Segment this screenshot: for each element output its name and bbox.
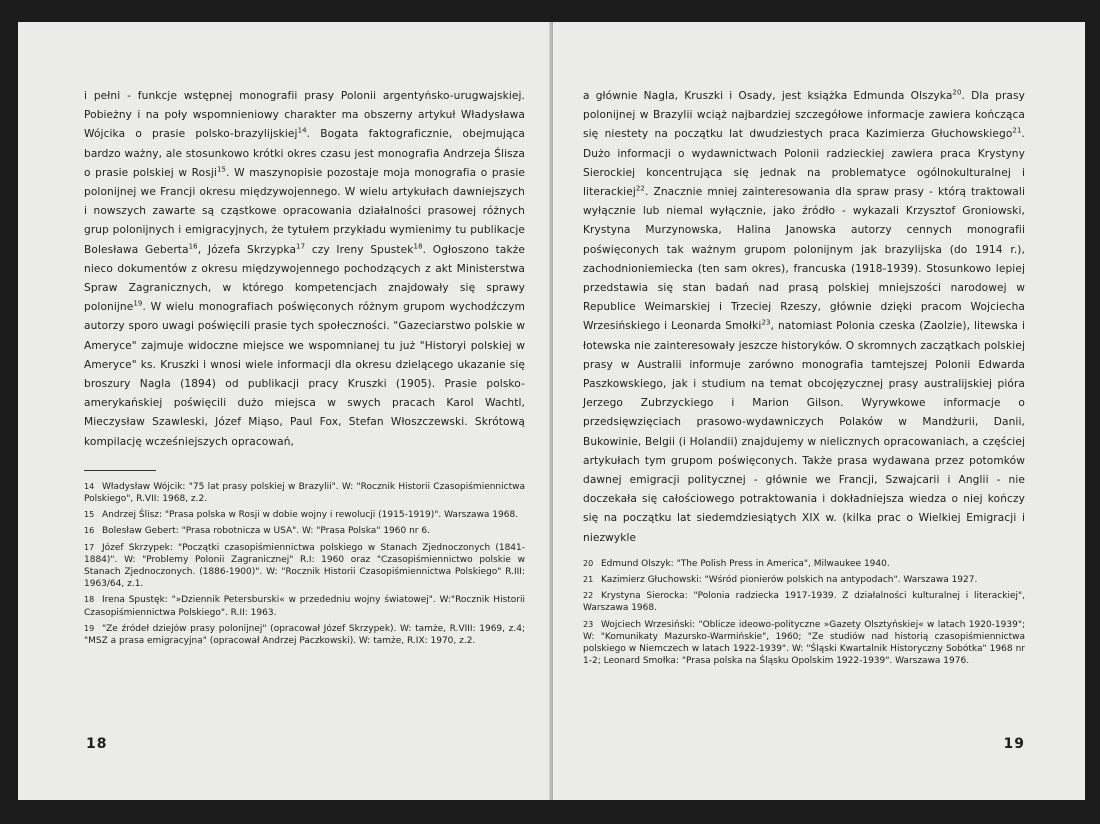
right-body-segment: a głównie Nagla, Kruszki i Osady, jest książka Edmunda Olszyka xyxy=(583,90,953,102)
footnote xyxy=(84,525,525,537)
left-body-segment: . W wielu monografiach poświęconych różnym grupom wychodźczym autorzy sporo uwagi poświęcili prasie tych społeczności. "Gazeciarstwo polskie w Ameryce" zajmuje widoczne miejsce we wspomnianej tu już "Historyi polskiej w Ameryce" ks. Kruszki i wnosi wiele informacji dla okresu dzielącego ukazanie się broszury Nagla (1894) od publikacji pracy Kruszki (1905). Prasie polsko-amerykańskiej poświęcili dużo miejsca w swych pracach Karol Wachtl, Mieczysław Szawleski, Józef Miąso, Paul Fox, Stefan Włoszczewski. Skrótową kompilację wcześniejszych opracowań, xyxy=(84,301,525,448)
footnote xyxy=(84,623,525,647)
footnote-ref-16: 16 xyxy=(188,242,198,251)
left-page xyxy=(18,22,553,800)
footnote-divider xyxy=(84,470,156,471)
footnote-number: 18 xyxy=(84,595,95,605)
footnote-ref-14: 14 xyxy=(297,126,307,135)
right-body-segment: , natomiast Polonia czeska (Zaolzie), litewska i łotewska nie zainteresowały jeszcze historyków. O skromnych zaczątkach polskiej prasy w Australii informuje zarówno monografia tamtejszej Polonii Edwarda Paszkowskiego, jak i studium na temat obcojęzycznej prasy australijskiej pióra Jerzego Zubrzyckiego i Marion Gilson. Wyrywkowe informacje o przedsięwzięciach prasowo-wydawniczych Polaków w Mandżurii, Danii, Bukowinie, Belgii (i Holandii) znajdujemy w nielicznych opracowaniach, a częściej artykułach tym grupom poświęconych. Także prasa wydawana przez potomków dawnej emigracji politycznej - głównie we Francji, Szwajcarii i Anglii - nie doczekała się całościowego potraktowania i dokładniejsza wiedza o niej kończy się na początku lat siedemdziesiątych XIX w. (kilka prac o Wielkiej Emigracji i niezwykle xyxy=(583,320,1025,544)
footnote xyxy=(84,509,525,521)
footnote-ref-15: 15 xyxy=(216,165,227,174)
footnote-number: 17 xyxy=(84,542,95,552)
left-body-segment: . Bogata faktograficznie, obejmująca bardzo ważny, ale stosunkowo krótki okres czasu jest monografia Andrzeja Ślisza o prasie polskiej w Rosji xyxy=(84,128,525,179)
left-body-segment: , Józefa Skrzypka xyxy=(197,243,297,256)
footnote-text: Krystyna Sierocka: "Polonia radziecka 1917-1939. Z działalności kulturalnej i literackiej", Warszawa 1968. xyxy=(583,591,1025,614)
footnote-number: 16 xyxy=(84,526,95,536)
footnote-text: Bolesław Gebert: "Prasa robotnicza w USA". W: "Prasa Polska" 1960 nr 6. xyxy=(102,526,430,537)
footnote-ref-21: 21 xyxy=(1012,126,1022,135)
footnote xyxy=(583,619,1025,668)
footnote-text: Andrzej Ślisz: "Prasa polska w Rosji w dobie wojny i rewolucji (1915-1919)". Warszawa 1968. xyxy=(102,510,519,521)
footnote xyxy=(84,481,525,505)
footnote xyxy=(583,574,1025,586)
right-body-segment: . Dużo informacji o wydawnictwach Polonii radzieckiej zawiera praca Krystyny Sierockiej koncentrująca się jednak na problematyce ogólnokulturalnej i literackiej xyxy=(583,128,1025,199)
right-footnotes xyxy=(583,558,1025,668)
footnote-text: Edmund Olszyk: "The Polish Press in America", Milwaukee 1940. xyxy=(601,558,890,569)
footnote-ref-22: 22 xyxy=(635,184,645,193)
footnote-text: Władysław Wójcik: "75 lat prasy polskiej w Brazylii". W: "Rocznik Historii Czasopiśmiennictwa Polskiego", R.VII: 1968, z.2. xyxy=(84,481,525,505)
left-body-text xyxy=(84,87,525,452)
right-page xyxy=(553,22,1085,800)
footnote-number: 15 xyxy=(84,510,95,520)
footnote xyxy=(84,542,525,591)
footnote-number: 14 xyxy=(84,481,95,491)
footnote-number: 19 xyxy=(84,623,95,633)
footnote-text: Irena Spustęk: "»Dziennik Petersburski« w przededniu wojny światowej". W:"Rocznik Historii Czasopiśmiennictwa Polskiego". R.II: 1963. xyxy=(84,595,525,618)
footnote-ref-18: 18 xyxy=(413,242,423,251)
footnote-ref-17: 17 xyxy=(296,242,306,251)
footnote-number: 21 xyxy=(583,575,594,585)
footnote-text: Józef Skrzypek: "Początki czasopiśmiennictwa polskiego w Stanach Zjednoczonych (1841-1884)". W: "Problemy Polonii Zagranicznej" R.I: 1960 oraz "Czasopiśmiennictwo polskie w Stanach Zjednoczonych. (1886-1900)". W: "Rocznik Historii Czasopiśmiennictwa Polskiego" R.III: 1963/64, z.1. xyxy=(84,542,525,590)
footnote xyxy=(84,594,525,618)
right-body-text xyxy=(583,87,1025,548)
left-body-segment: . W maszynopisie pozostaje moja monografia o prasie polonijnej we Francji okresu międzywojennego. W wielu artykułach dawniejszych i nowszych zawarte są cząstkowe opracowania działalności prasowej różnych grup polonijnych i emigracyjnych, że tytułem przykładu wymienimy tu publikacje Bolesława Geberta xyxy=(84,166,525,256)
footnote-text: Kazimierz Głuchowski: "Wśród pionierów polskich na antypodach". Warszawa 1927. xyxy=(601,575,978,586)
footnote xyxy=(583,558,1025,570)
page-number: 19 xyxy=(1003,736,1025,752)
left-body-segment: i pełni - funkcje wstępnej monografii prasy Polonii argentyńsko-urugwajskiej. Pobieżny i na poły wspomnieniowy charakter ma obszerny artykuł Władysława Wójcika o prasie polsko-brazylijskiej xyxy=(84,90,525,141)
footnote-number: 22 xyxy=(583,591,594,601)
left-body-segment: . Ogłoszono także nieco dokumentów z okresu międzywojennego pochodzących z akt Ministerstwa Spraw Zagranicznych, w którego kompetencjach znajdowały się sprawy polonijne xyxy=(84,243,525,314)
left-footnotes xyxy=(84,481,525,647)
page-number: 18 xyxy=(86,736,108,752)
right-body-segment: . Znacznie mniej zainteresowania dla spraw prasy - którą traktowali wyłącznie lub niemal wyłącznie, jako źródło - wykazali Krzysztof Groniowski, Krystyna Murzynowska, Halina Janowska autorzy cennych monografii poświęconych tak ważnym grupom polonijnym jak brazylijska (do 1914 r.), zachodnioniemiecka (ten sam okres), francuska (1918-1939). Stosunkowo lepiej przedstawia się stan badań nad prasą polskiej mniejszości narodowej w Republice Weimarskiej i Trzeciej Rzeszy, głównie dzięki pracom Wojciecha Wrzesińskiego i Leonarda Smołki xyxy=(583,186,1025,333)
footnote-ref-23: 23 xyxy=(761,318,771,327)
footnote-ref-20: 20 xyxy=(952,88,962,97)
footnote-ref-19: 19 xyxy=(133,299,143,308)
footnote xyxy=(583,590,1025,614)
left-body-segment: czy Ireny Spustek xyxy=(305,243,414,256)
footnote-number: 23 xyxy=(583,619,594,629)
right-body-segment: . Dla prasy polonijnej w Brazylii wciąż najbardziej szczegółowe informacje zawiera kończąca się niestety na początku lat dwudziestych praca Kazimierza Głuchowskiego xyxy=(583,90,1025,141)
footnote-text: "Ze źródeł dziejów prasy polonijnej" (opracował Józef Skrzypek). W: tamże, R.VIII: 1969, z.4; "MSZ a prasa emigracyjna" (opracował Andrzej Paczkowski). W: tamże, R.IX: 1970, z.2. xyxy=(84,623,525,647)
footnote-number: 20 xyxy=(583,558,594,568)
footnote-text: Wojciech Wrzesiński: "Oblicze ideowo-polityczne »Gazety Olsztyńskiej« w latach 1920-1939"; W: "Komunikaty Mazursko-Warmińskie", 1960; "Ze studiów nad historią czasopiśmiennictwa polskiego w Niemczech w latach 1922-1939". W: "Śląski Kwartalnik Historyczny Sobótka" 1968 nr 1-2; Leonard Smołka: "Prasa polska na Śląsku Opolskim 1922-1939". Warszawa 1976. xyxy=(583,619,1025,667)
